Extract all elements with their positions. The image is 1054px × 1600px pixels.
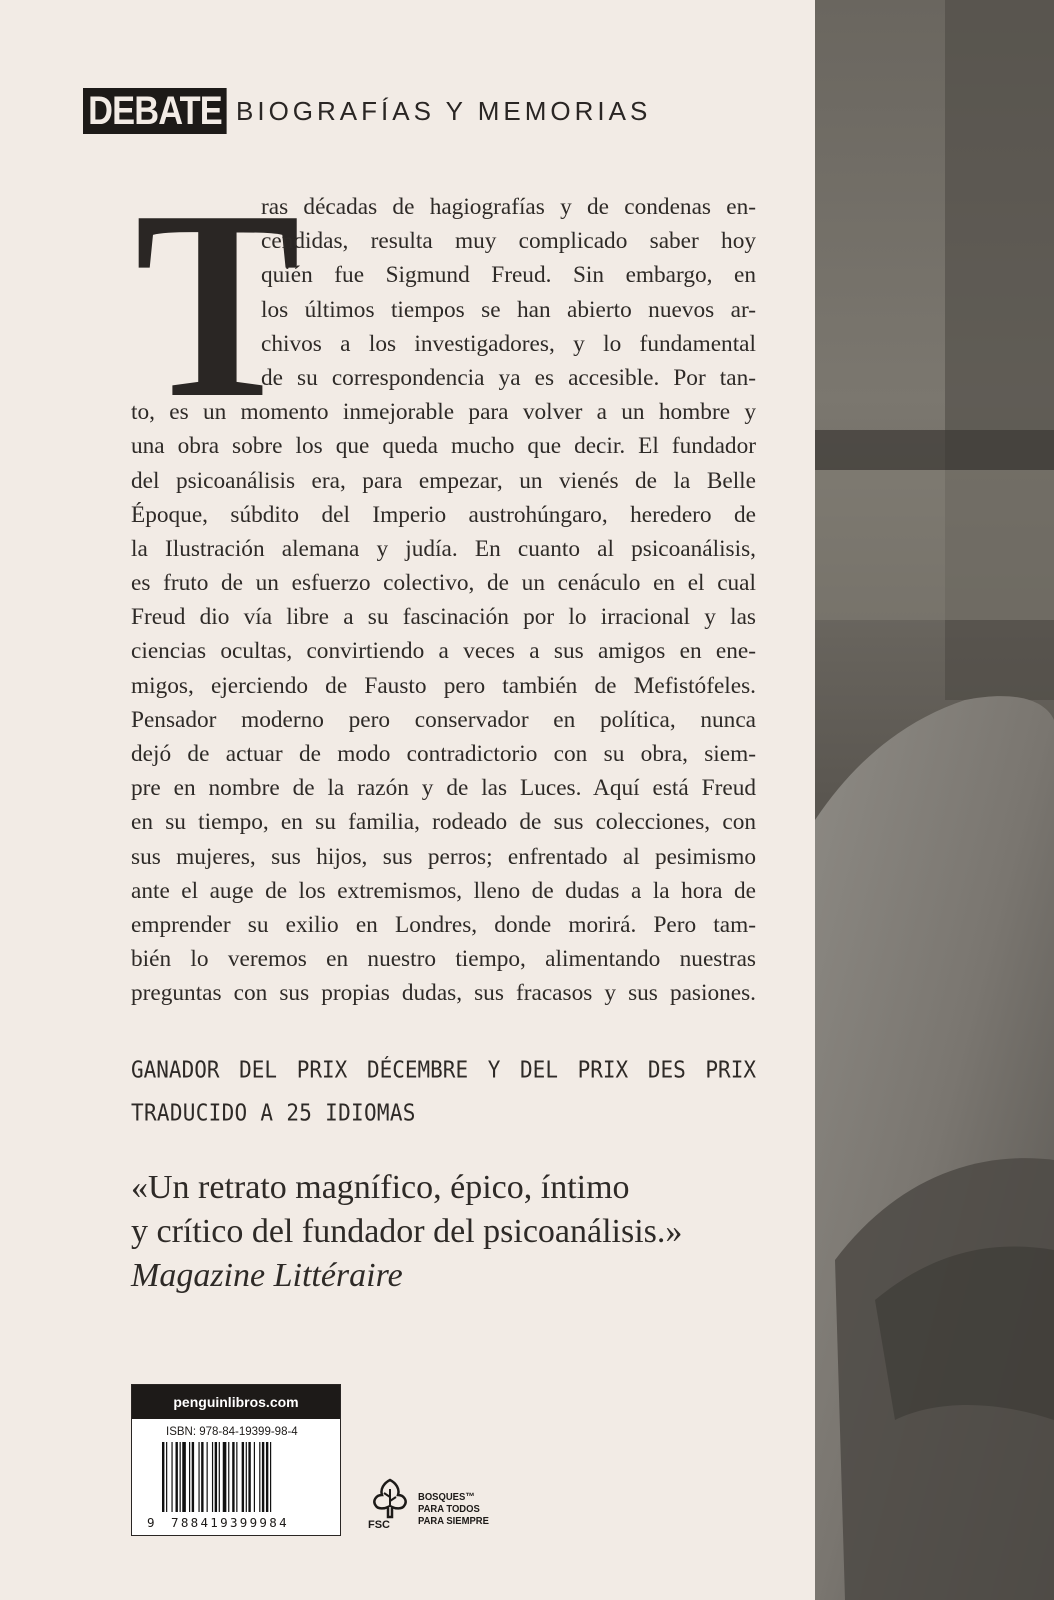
fsc-slogan-line: PARA TODOS	[418, 1503, 480, 1515]
barcode-bar	[162, 1442, 164, 1512]
photo-image	[815, 0, 1054, 1600]
quote-line: «Un retrato magnífico, épico, íntimo	[131, 1169, 630, 1206]
fsc-slogan-line: BOSQUES™	[418, 1491, 475, 1503]
blurb-line: la Ilustración alemana y judía. En cuanto al psicoanálisis,	[131, 535, 756, 562]
award-line: TRADUCIDO A 25 IDIOMAS	[131, 1099, 416, 1127]
fsc-label: FSC	[368, 1519, 390, 1531]
blurb-text	[131, 190, 756, 1011]
blurb-line: los últimos tiempos se han abierto nuevos ar-	[261, 296, 756, 323]
drop-cap-letter: T	[134, 155, 301, 454]
fsc-badge	[366, 1477, 526, 1535]
barcode-bar	[223, 1442, 227, 1512]
barcode-bar	[228, 1442, 229, 1512]
collection-name: BIOGRAFÍAS Y MEMORIAS	[236, 96, 652, 126]
blurb-line: de su correspondencia ya es accesible. Por tan-	[261, 364, 756, 391]
blurb-line: quién fue Sigmund Freud. Sin embargo, en	[261, 262, 756, 289]
barcode-bar	[248, 1442, 250, 1512]
blurb-line: Freud dio vía libre a su fascinación por lo irracional y las	[131, 604, 756, 631]
publisher-logo: DEBATE	[83, 88, 227, 134]
barcode-bar	[212, 1442, 213, 1512]
barcode-icon	[162, 1442, 312, 1512]
quote-source: Magazine Littéraire	[131, 1257, 403, 1294]
publisher-url: penguinlibros.com	[132, 1385, 340, 1419]
barcode-bar	[259, 1442, 260, 1512]
blurb-line: pre en nombre de la razón y de las Luces. Aquí está Freud	[131, 775, 756, 802]
blurb-line: cendidas, resulta muy complicado saber hoy	[261, 228, 756, 255]
barcode-bar	[176, 1442, 178, 1512]
barcode-bar	[215, 1442, 217, 1512]
barcode-bar	[180, 1442, 181, 1512]
ean-digit-group: 788419399984	[171, 1515, 289, 1530]
awards	[131, 1049, 756, 1135]
award-line: GANADOR DEL PRIX DÉCEMBRE Y DEL PRIX DES PRIX	[131, 1056, 756, 1084]
blurb-line: del psicoanálisis era, para empezar, un vienés de la Belle	[131, 467, 756, 494]
blurb-line: emprender su exilio en Londres, donde morirá. Pero tam-	[131, 911, 756, 938]
blurb-line: sus mujeres, sus hijos, sus perros; enfrentado al pesimismo	[131, 843, 756, 870]
barcode-box	[131, 1384, 341, 1536]
barcode-bar	[219, 1442, 220, 1512]
blurb-line: es fruto de un esfuerzo colectivo, de un cenáculo en el cual	[131, 570, 756, 597]
barcode-bar	[262, 1442, 264, 1512]
barcode-bar	[192, 1442, 194, 1512]
barcode-bar	[246, 1442, 247, 1512]
blurb-line: en su tiempo, en su familia, rodeado de sus colecciones, con	[131, 809, 756, 836]
blurb-line: preguntas con sus propias dudas, sus fracasos y sus pasiones.	[131, 980, 756, 1007]
blurb-line: Époque, súbdito del Imperio austrohúngaro, heredero de	[131, 501, 756, 528]
blurb-line: ciencias ocultas, convirtiendo a veces a sus amigos en ene-	[131, 638, 756, 665]
blurb-line: chivos a los investigadores, y lo fundamental	[261, 330, 756, 357]
fsc-slogan	[418, 1491, 489, 1527]
blurb-line: ante el auge de los extremismos, lleno de dudas a la hora de	[131, 877, 756, 904]
barcode-bar	[171, 1442, 172, 1512]
publisher-brand	[83, 88, 652, 134]
barcode-bar	[189, 1442, 190, 1512]
barcode-bar	[166, 1442, 167, 1512]
blurb-line: Pensador moderno pero conservador en política, nunca	[131, 706, 756, 733]
barcode-bar	[201, 1442, 203, 1512]
blurb-line: bién lo veremos en nuestro tiempo, alimentando nuestras	[131, 946, 756, 973]
quote-line: y crítico del fundador del psicoanálisis.»	[131, 1213, 683, 1250]
ean-first-digit: 9	[147, 1515, 155, 1530]
barcode-bar	[266, 1442, 268, 1512]
barcode-bar	[242, 1442, 244, 1512]
press-quote	[131, 1166, 682, 1298]
barcode-bar	[182, 1442, 186, 1512]
blurb-line: migos, ejerciendo de Fausto pero también de Mefistófeles.	[131, 672, 756, 699]
cover-photo	[815, 0, 1054, 1600]
barcode-bar	[232, 1442, 234, 1512]
fsc-slogan-line: PARA SIEMPRE	[418, 1515, 489, 1527]
blurb-line: una obra sobre los que queda mucho que decir. El fundador	[131, 433, 756, 460]
blurb-line: to, es un momento inmejorable para volver a un hombre y	[131, 399, 756, 426]
barcode-bar	[198, 1442, 199, 1512]
blurb-line: ras décadas de hagiografías y de condenas en-	[261, 194, 756, 220]
barcode-bar	[270, 1442, 271, 1512]
isbn-label: ISBN: 978-84-19399-98-4	[166, 1426, 298, 1438]
blurb-line: dejó de actuar de modo contradictorio con su obra, siem-	[131, 741, 756, 767]
fsc-tree-icon	[366, 1477, 414, 1521]
barcode-bar	[236, 1442, 237, 1512]
barcode-bar	[254, 1442, 255, 1512]
barcode-bar	[207, 1442, 208, 1512]
